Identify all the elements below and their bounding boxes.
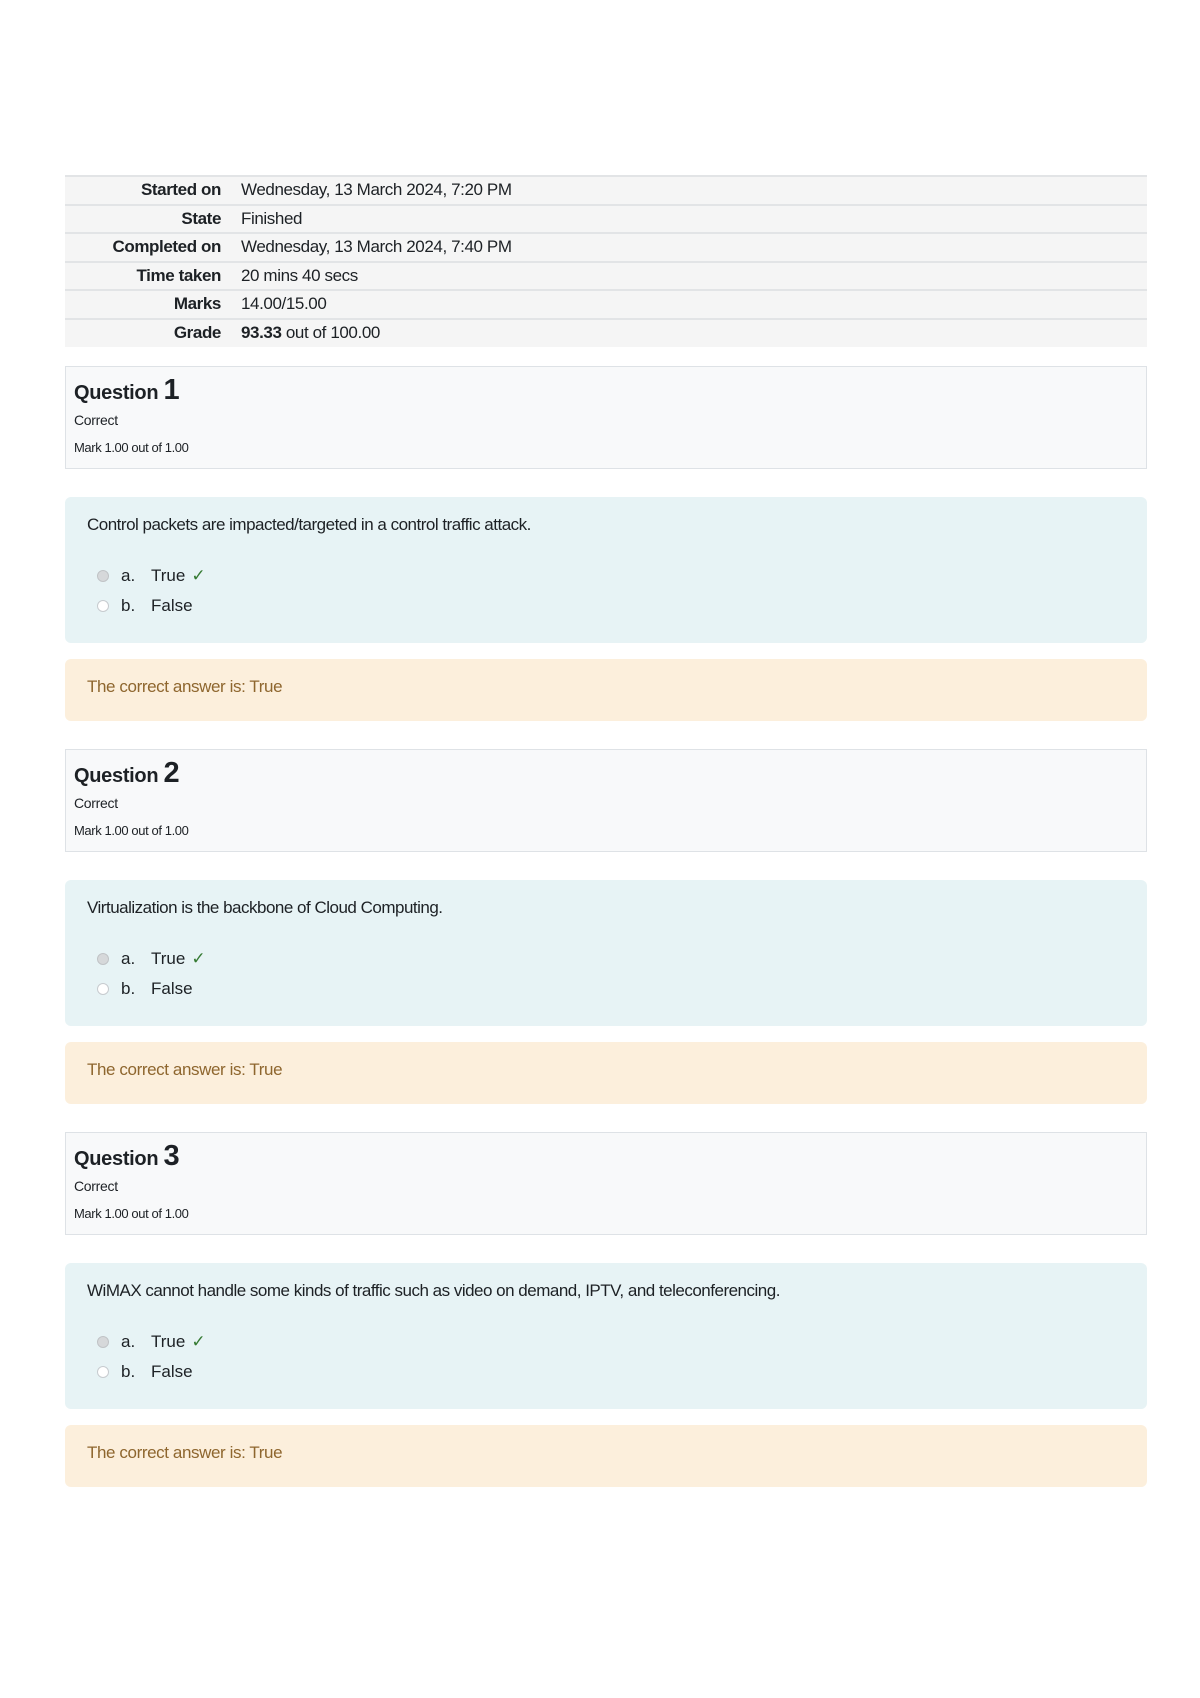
question-title xyxy=(74,1141,1138,1174)
answer-option-b xyxy=(87,974,1125,1004)
answer-letter: b. xyxy=(121,978,136,998)
grade-out-of: out of 100.00 xyxy=(281,323,380,342)
correct-check-icon: ✓ xyxy=(191,565,206,585)
summary-row-grade xyxy=(65,319,1147,348)
summary-value: Finished xyxy=(233,205,1147,234)
question-state: Correct xyxy=(74,794,118,811)
question-title-prefix: Question xyxy=(74,1147,164,1170)
question-text: Control packets are impacted/targeted in a control traffic attack. xyxy=(87,514,531,534)
correct-answer-feedback: The correct answer is: True xyxy=(65,1042,1147,1104)
question-state: Correct xyxy=(74,1177,118,1194)
question-number: 3 xyxy=(163,1139,180,1172)
question-title-prefix: Question xyxy=(74,764,164,787)
question-info xyxy=(65,366,1147,469)
correct-answer-feedback: The correct answer is: True xyxy=(65,1425,1147,1487)
answer-letter: b. xyxy=(121,595,136,615)
question-2 xyxy=(65,749,1147,1104)
radio-b xyxy=(97,600,109,612)
question-text: WiMAX cannot handle some kinds of traffic such as video on demand, IPTV, and teleconferencing. xyxy=(87,1280,780,1300)
summary-label: Grade xyxy=(65,319,233,348)
answer-label: False xyxy=(151,595,193,615)
question-info xyxy=(65,1132,1147,1235)
answer-letter: a. xyxy=(121,948,136,968)
correct-check-icon: ✓ xyxy=(191,1331,206,1351)
answer-option-a xyxy=(87,561,1125,591)
answer-letter: a. xyxy=(121,1331,136,1351)
summary-label: Started on xyxy=(65,176,233,205)
summary-row-started xyxy=(65,176,1147,205)
question-formulation xyxy=(65,1263,1147,1409)
question-info xyxy=(65,749,1147,852)
radio-b xyxy=(97,1366,109,1378)
answer-option-a xyxy=(87,1327,1125,1357)
summary-label: Time taken xyxy=(65,262,233,291)
summary-label: Marks xyxy=(65,290,233,319)
question-grade: Mark 1.00 out of 1.00 xyxy=(74,1205,189,1221)
radio-a-selected xyxy=(97,1336,109,1348)
question-3 xyxy=(65,1132,1147,1487)
question-grade: Mark 1.00 out of 1.00 xyxy=(74,822,189,838)
question-title xyxy=(74,758,1138,791)
radio-b xyxy=(97,983,109,995)
attempt-summary-table xyxy=(65,175,1147,348)
summary-value: 14.00/15.00 xyxy=(233,290,1147,319)
radio-a-selected xyxy=(97,570,109,582)
question-state: Correct xyxy=(74,411,118,428)
summary-row-completed xyxy=(65,233,1147,262)
answer-letter: a. xyxy=(121,565,136,585)
summary-value: 20 mins 40 secs xyxy=(233,262,1147,291)
summary-value xyxy=(233,319,1147,348)
question-formulation xyxy=(65,880,1147,1026)
summary-label: State xyxy=(65,205,233,234)
summary-label: Completed on xyxy=(65,233,233,262)
answer-label: False xyxy=(151,978,193,998)
summary-value: Wednesday, 13 March 2024, 7:40 PM xyxy=(233,233,1147,262)
answer-option-b xyxy=(87,1357,1125,1387)
answer-label: True xyxy=(151,1331,186,1351)
correct-answer-feedback: The correct answer is: True xyxy=(65,659,1147,721)
quiz-review-page xyxy=(65,175,1147,1487)
question-number: 2 xyxy=(163,756,180,789)
question-text: Virtualization is the backbone of Cloud Computing. xyxy=(87,897,443,917)
answer-label: False xyxy=(151,1361,193,1381)
question-1 xyxy=(65,366,1147,721)
answer-label: True xyxy=(151,565,186,585)
summary-row-state xyxy=(65,205,1147,234)
summary-value: Wednesday, 13 March 2024, 7:20 PM xyxy=(233,176,1147,205)
correct-check-icon: ✓ xyxy=(191,948,206,968)
question-title-prefix: Question xyxy=(74,381,164,404)
answer-letter: b. xyxy=(121,1361,136,1381)
summary-row-time-taken xyxy=(65,262,1147,291)
radio-a-selected xyxy=(97,953,109,965)
question-formulation xyxy=(65,497,1147,643)
question-number: 1 xyxy=(163,373,180,406)
answer-label: True xyxy=(151,948,186,968)
answer-option-a xyxy=(87,944,1125,974)
grade-score: 93.33 xyxy=(241,323,282,342)
answer-option-b xyxy=(87,591,1125,621)
question-grade: Mark 1.00 out of 1.00 xyxy=(74,439,189,455)
question-title xyxy=(74,375,1138,408)
summary-row-marks xyxy=(65,290,1147,319)
